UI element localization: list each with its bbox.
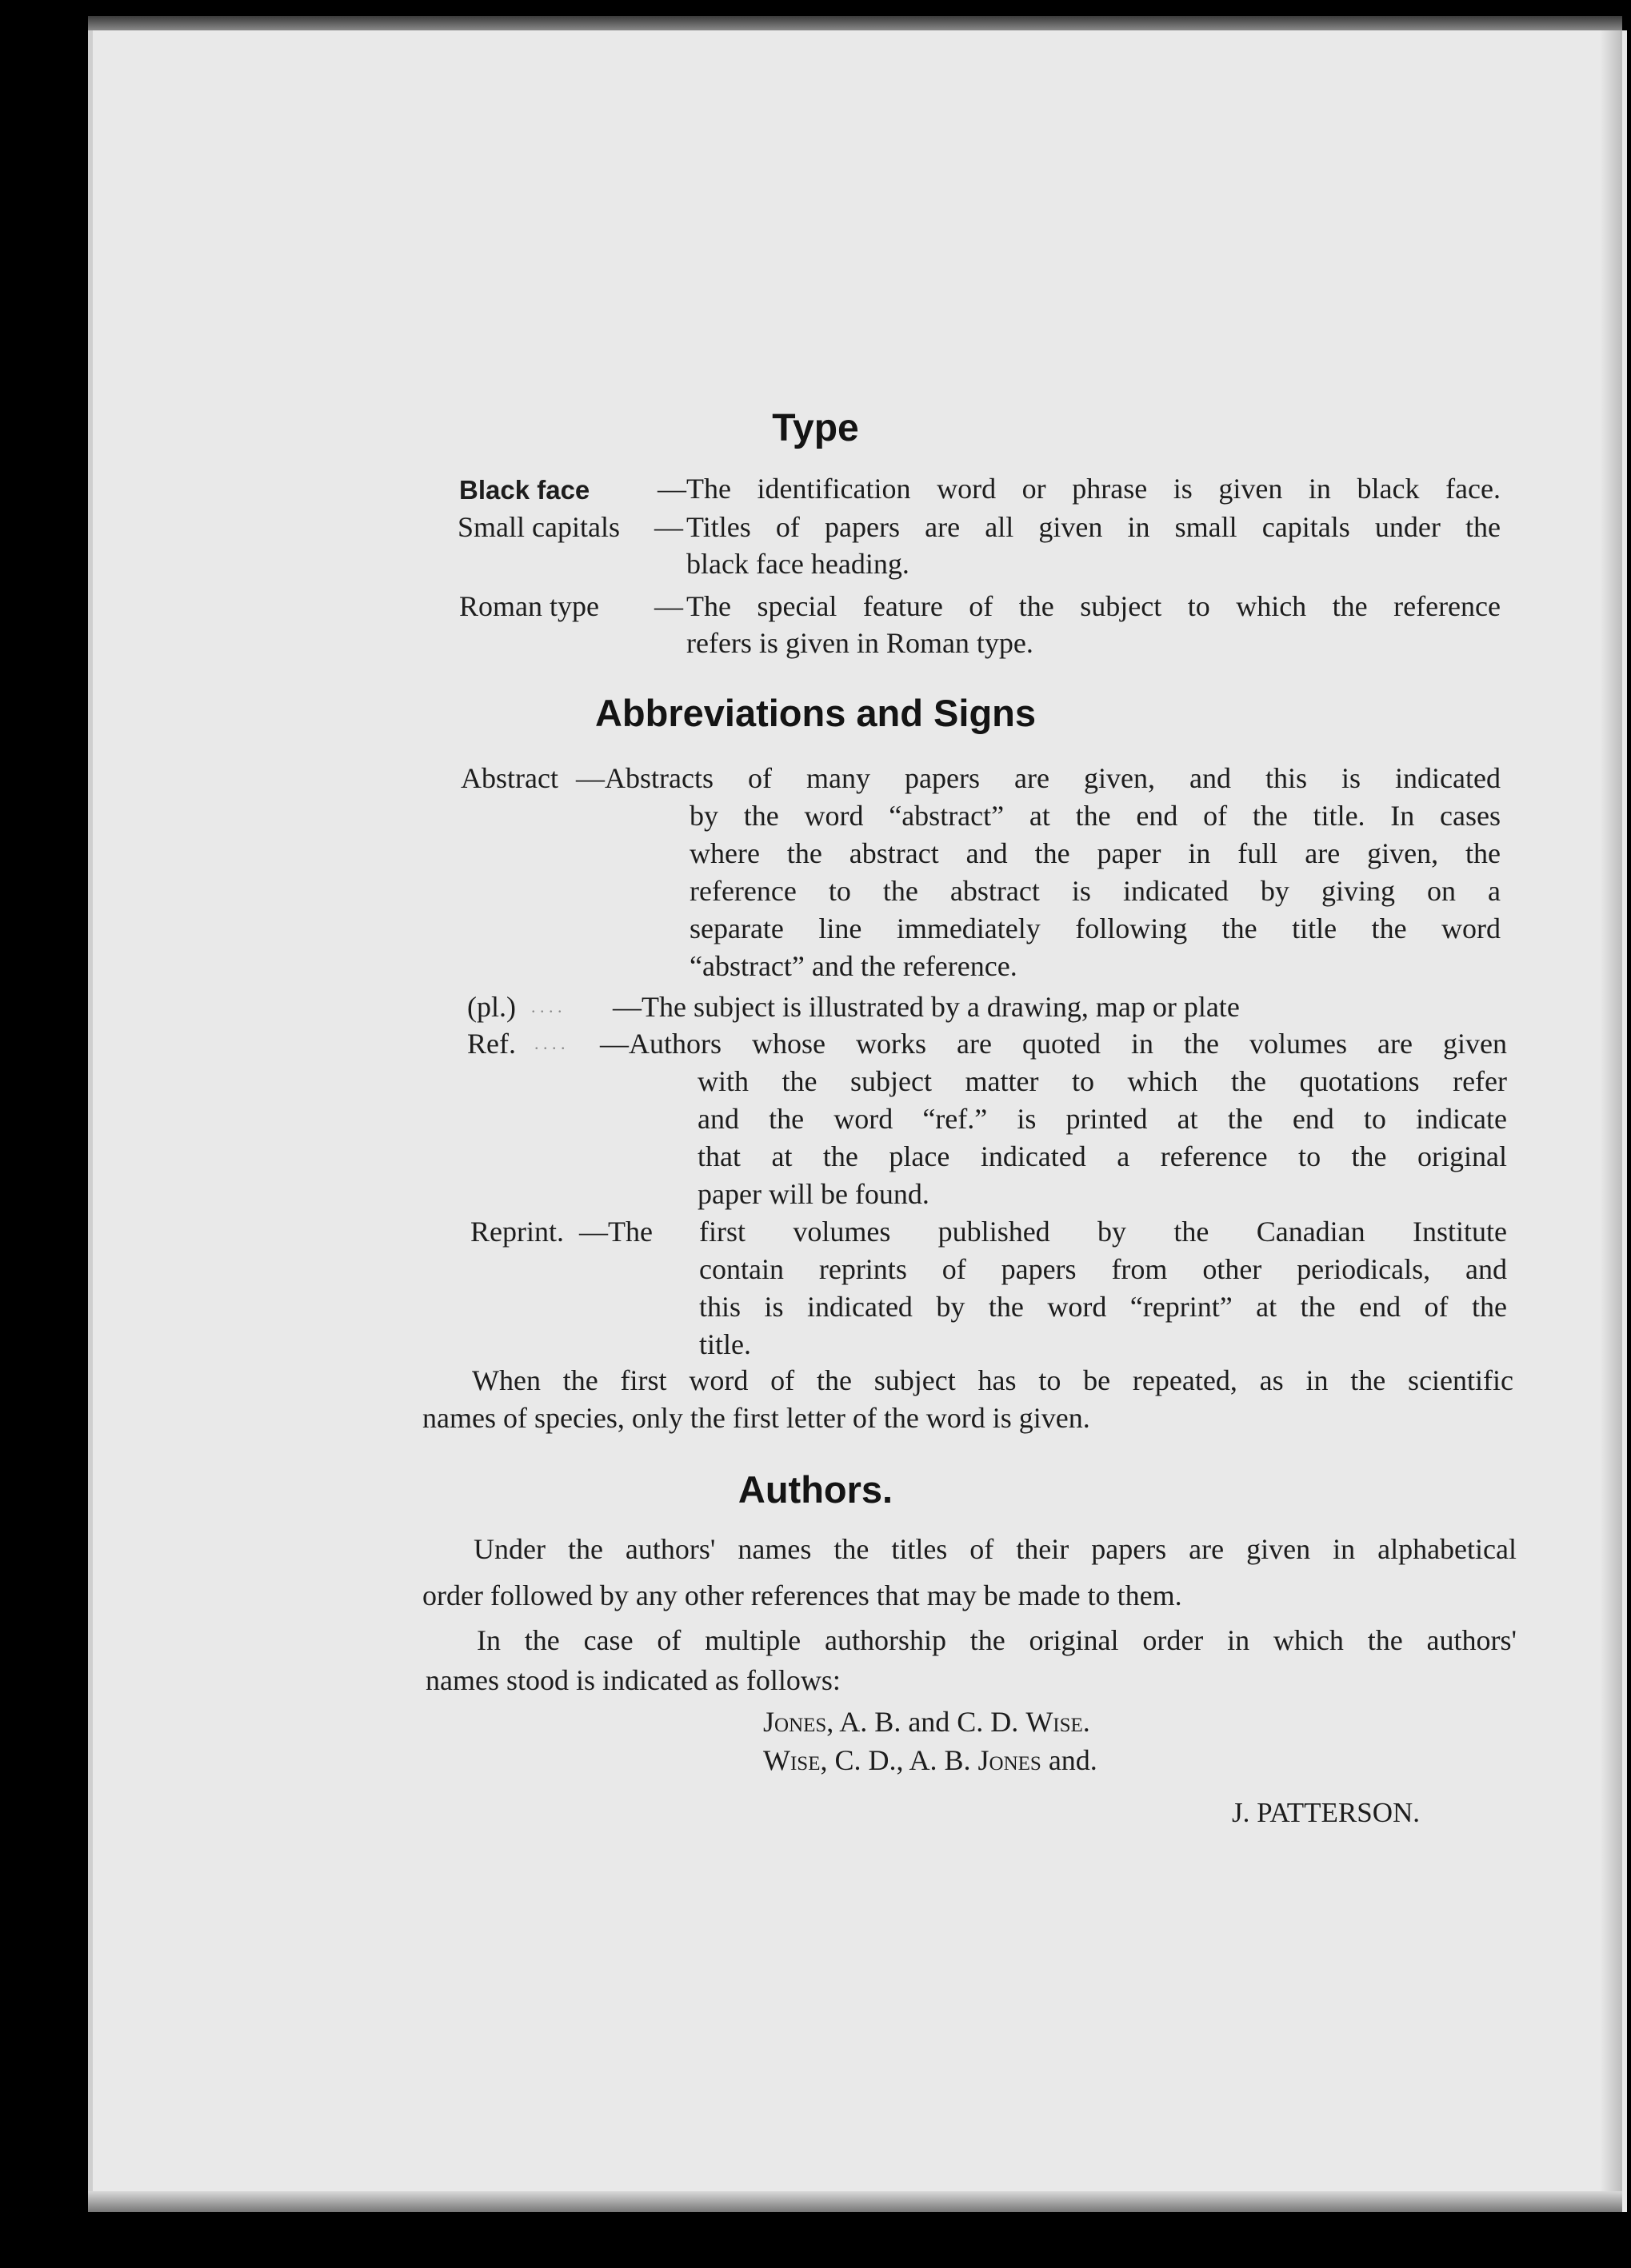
def-abstract-line-2: where the abstract and the paper in full are given, the (690, 837, 1501, 869)
heading-abbreviations: Abbreviations and Signs (594, 692, 1037, 734)
def-ref-line-2: and the word “ref.” is printed at the end to indicate (698, 1103, 1507, 1135)
def-abstract-line-3: reference to the abstract is indicated by giving on a (690, 875, 1501, 907)
author-order-example-1 (763, 1703, 1090, 1740)
page-bottom-edge (88, 2191, 1622, 2212)
def-small-capitals-line-1: Titles of papers are all given in small capitals under the (686, 511, 1501, 543)
term-ref: Ref. (467, 1028, 516, 1060)
dots-pl: . . . . (531, 996, 562, 1016)
example2-name1: Wise (763, 1744, 821, 1776)
dots-ref: . . . . (534, 1033, 566, 1053)
def-ref-line-1: with the subject matter to which the quotations refer (698, 1065, 1507, 1097)
abbreviation-note-line-1: When the first word of the subject has to be repeated, as in the scientific (472, 1364, 1513, 1396)
def-roman-type-line-1: The special feature of the subject to which the reference (686, 590, 1501, 622)
def-reprint-line-3: this is indicated by the word “reprint” at the end of the (699, 1291, 1507, 1323)
def-reprint-lead: —The (579, 1216, 653, 1248)
term-black-face: Black face (459, 475, 590, 505)
dash-black-face: — (658, 473, 686, 505)
heading-authors: Authors. (738, 1468, 893, 1511)
def-ref-line-4: paper will be found. (698, 1178, 929, 1210)
example1-name1: Jones (763, 1706, 827, 1738)
example1-rest1: , A. B. and C. D. (826, 1706, 1026, 1738)
dash-small-capitals: — (654, 511, 683, 543)
def-small-capitals-line-2: black face heading. (686, 548, 909, 580)
term-reprint: Reprint. (470, 1216, 564, 1248)
def-abstract-line-1: by the word “abstract” at the end of the title. In cases (690, 800, 1501, 832)
authors-para1-line-2: order followed by any other references that may be made to them. (422, 1579, 1182, 1611)
term-abstract: Abstract (461, 762, 558, 794)
def-ref-line-3: that at the place indicated a reference to the original (698, 1140, 1507, 1172)
term-small-capitals: Small capitals (458, 511, 620, 543)
def-abstract-line-5: “abstract” and the reference. (690, 950, 1017, 982)
author-signature: J. PATTERSON. (1232, 1797, 1421, 1828)
heading-type: Type (772, 407, 859, 449)
authors-para1-line-1: Under the authors' names the titles of their papers are given in alphabetical (474, 1533, 1517, 1565)
def-black-face-line-1: The identification word or phrase is given in black face. (686, 473, 1501, 505)
authors-para2-line-2: names stood is indicated as follows: (426, 1664, 841, 1696)
term-pl: (pl.) (467, 991, 516, 1023)
example1-name2: Wise (1025, 1706, 1083, 1738)
def-ref-lead: —Authors whose works are quoted in the volumes are given (600, 1028, 1507, 1060)
def-roman-type-line-2: refers is given in Roman type. (686, 627, 1033, 659)
example2-name2: Jones (977, 1744, 1041, 1776)
page-right-edge (1600, 30, 1622, 2212)
term-roman-type: Roman type (459, 590, 599, 622)
dash-roman-type: — (654, 590, 683, 622)
def-reprint-line-4: title. (699, 1328, 751, 1360)
authors-para2-line-1: In the case of multiple authorship the original order in which the authors' (477, 1624, 1517, 1656)
author-order-example-2 (763, 1742, 1097, 1779)
def-abstract-lead: —Abstracts of many papers are given, and this is indicated (576, 762, 1501, 794)
def-pl: —The subject is illustrated by a drawing, map or plate (613, 991, 1240, 1023)
example2-rest1: , C. D., A. B. (820, 1744, 978, 1776)
example2-rest2: and. (1041, 1744, 1097, 1776)
abbreviation-note-line-2: names of species, only the first letter of the word is given. (422, 1402, 1090, 1434)
def-reprint-line-1: first volumes published by the Canadian Institute (699, 1216, 1507, 1248)
example1-rest2: . (1082, 1706, 1090, 1738)
def-abstract-line-4: separate line immediately following the title the word (690, 912, 1501, 944)
def-reprint-line-2: contain reprints of papers from other periodicals, and (699, 1253, 1507, 1285)
